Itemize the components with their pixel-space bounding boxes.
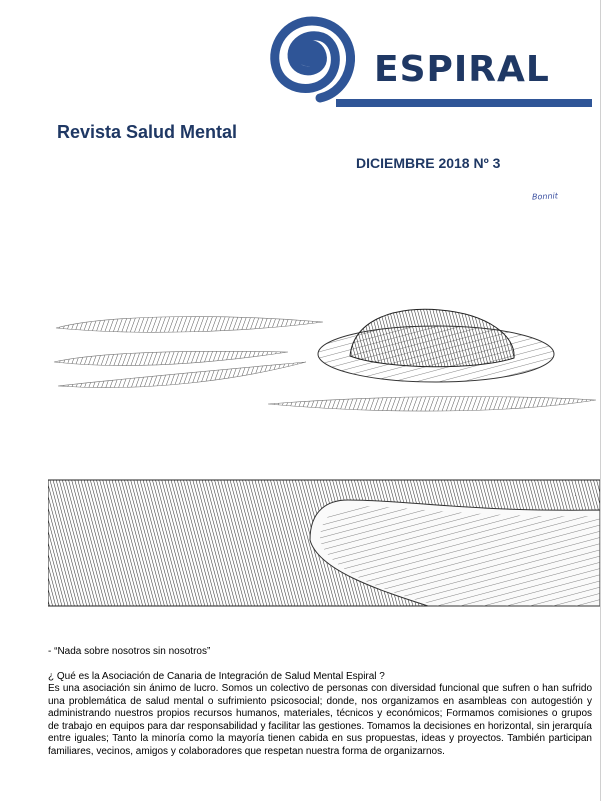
issue-date: DICIEMBRE 2018 Nº 3 (356, 155, 501, 171)
slogan: - “Nada sobre nosotros sin nosotros” (48, 646, 211, 657)
intro-paragraph: Es una asociación sin ánimo de lucro. Somos un colectivo de personas con diversidad funcional que sufren o han sufrido una problemática de salud mental o sufrimiento psicosocial; donde, nos organizamos en asambleas con autogestión y administrando nuestros propios recursos humanos, materiales, técnicos y económicos; Formamos comisiones o grupos de trabajo en equipos para dar responsabilidad y facilitar las gestiones. Tomamos la decisiones en horizontal, sin jerarquía entre iguales; Tanto la minoría como la mayoría tienen cabida en sus propuestas, ideas y proyectos. También participan familiares, vecinos, amigos y colaboradores que respetan nuestra forma de organizarnos. (48, 683, 592, 757)
planet-body (350, 309, 514, 366)
cloud-streak (58, 362, 306, 388)
brand-title: ESPIRAL (374, 49, 550, 90)
artist-signature: Bonnit (531, 191, 559, 202)
cloud-streak (54, 351, 288, 365)
intro-question: ¿ Qué es la Asociación de Canaria de Integración de Salud Mental Espiral ? (48, 671, 385, 682)
sea-planet-sketch (48, 300, 600, 610)
cloud-streak (56, 317, 323, 333)
cloud-streak (268, 397, 596, 412)
spiral-logo-icon (250, 5, 360, 105)
brand-underline (336, 99, 592, 107)
magazine-subtitle: Revista Salud Mental (57, 122, 238, 142)
